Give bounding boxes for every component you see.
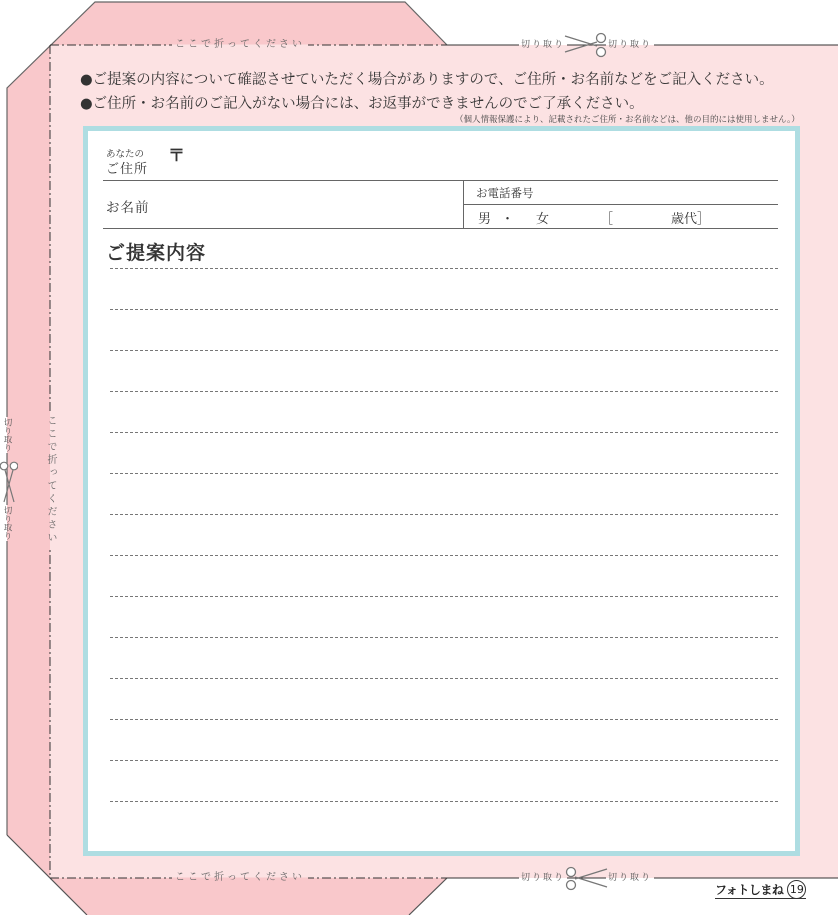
ruled-line	[110, 432, 778, 433]
ruled-line	[110, 637, 778, 638]
ruled-line	[110, 801, 778, 802]
address-input[interactable]	[188, 139, 778, 179]
notice-no-reply: ●ご住所・お名前のご記入がない場合には、お返事ができませんのでご了承ください。	[80, 96, 644, 112]
privacy-note: （個人情報保護により、記載されたご住所・お名前などは、他の目的には使用しません。）	[455, 115, 800, 125]
name-label: お名前	[106, 200, 150, 216]
gender-separator: ・	[501, 212, 515, 227]
ruled-line	[110, 473, 778, 474]
ruled-line	[110, 760, 778, 761]
cut-guide-bottom-right: 切り取り	[608, 873, 653, 883]
gender-male-option[interactable]: 男	[478, 212, 492, 227]
proposal-title: ご提案内容	[106, 242, 207, 264]
ruled-line	[110, 719, 778, 720]
footer	[715, 880, 806, 899]
fold-guide-top: ここで折ってください	[172, 38, 308, 51]
scissors-icon	[563, 865, 609, 891]
ruled-line	[110, 678, 778, 679]
fold-guide-bottom: ここで折ってください	[172, 871, 308, 884]
postal-mark: 〒	[168, 146, 185, 166]
phone-divider	[463, 204, 778, 205]
ruled-line	[110, 350, 778, 351]
fold-guide-left: ここで折ってください	[43, 412, 57, 548]
age-input[interactable]	[618, 206, 668, 226]
ruled-line	[110, 555, 778, 556]
cut-guide-top-left: 切り取り	[521, 40, 566, 50]
ruled-line	[110, 596, 778, 597]
scissors-icon	[0, 458, 18, 504]
age-bracket-open: ［	[600, 212, 614, 227]
info-divider	[103, 228, 778, 229]
name-input[interactable]	[168, 183, 458, 227]
ruled-line	[110, 391, 778, 392]
ruled-line	[110, 268, 778, 269]
address-label: ご住所	[106, 162, 149, 177]
proposal-form	[83, 126, 800, 856]
proposal-textarea[interactable]	[108, 261, 778, 841]
ruled-line	[110, 309, 778, 310]
address-divider	[103, 180, 778, 181]
age-label: 歳代］	[671, 212, 711, 227]
notice-confirm: ●ご提案の内容について確認させていただく場合がありますので、ご住所・お名前などをご記入ください。	[80, 72, 774, 88]
ruled-line	[110, 514, 778, 515]
address-label-small: あなたの	[106, 149, 145, 160]
cut-guide-left-upper: 切り取り	[2, 418, 12, 452]
page-number: 19	[787, 880, 806, 899]
cut-guide-top-right: 切り取り	[608, 40, 653, 50]
scissors-icon	[563, 32, 609, 58]
cut-guide-left-lower: 切り取り	[2, 506, 12, 540]
phone-label: お電話番号	[476, 186, 534, 200]
cut-guide-bottom-left: 切り取り	[521, 873, 566, 883]
publication-name: フォトしまね	[715, 882, 784, 897]
gender-female-option[interactable]: 女	[536, 212, 550, 227]
phone-input[interactable]	[543, 182, 778, 204]
